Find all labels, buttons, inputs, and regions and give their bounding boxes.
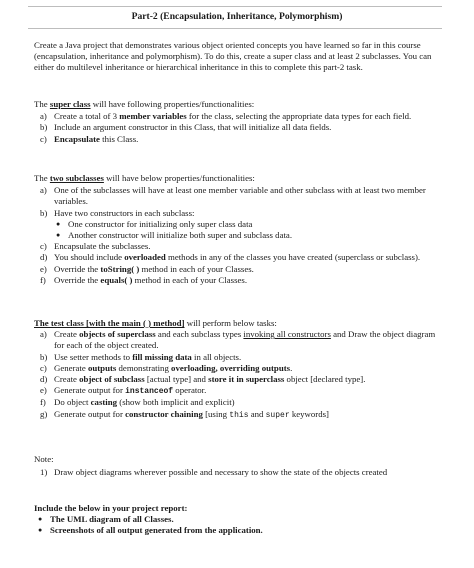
test-class-item-c: c) Generate outputs demonstrating overloading, overriding outputs. (40, 362, 293, 373)
constructor-bullet: ● Another constructor will initialize both super and subclass data. (56, 230, 293, 241)
title-rule (28, 28, 442, 29)
include-heading: Include the below in your project report: (34, 503, 188, 513)
test-class-section (34, 318, 444, 421)
test-class-item-g: g) Generate output for constructor chaining [using this and super keywords] (40, 408, 329, 420)
subclasses-item-a: a) One of the subclasses will have at least one member variable and other subclass with at least two member variables. (40, 185, 426, 207)
include-bullet: ● The UML diagram of all Classes. (38, 514, 174, 525)
constructor-bullet: ● One constructor for initializing only super class data (56, 218, 253, 229)
test-class-item-e: e) Generate output for instanceof operator. (40, 385, 207, 397)
test-class-item-f: f) Do object casting (show both implicit and explicit) (40, 397, 235, 408)
bullet-icon: ● (56, 231, 61, 240)
note-section (34, 454, 444, 478)
super-class-item-a: a) Create a total of 3 member variables for the class, selecting the appropriate data types for each field. (40, 111, 412, 122)
include-section (34, 503, 444, 537)
top-rule (28, 6, 442, 7)
note-item: 1) Draw object diagrams wherever possible and necessary to show the state of the objects created (40, 467, 388, 478)
super-class-section (34, 99, 444, 145)
super-class-heading: The super class will have following properties/functionalities: (34, 99, 255, 109)
subclasses-item-e: e) Override the toString( ) method in each of your Classes. (40, 263, 254, 274)
subclasses-section (34, 173, 444, 286)
test-class-item-d: d) Create object of subclass [actual type] and store it in superclass object [declared type]. (40, 374, 366, 385)
test-class-item-a: a) Create objects of superclass and each subclass types invoking all constructors and Draw the object diagram for each of the object created. (40, 329, 436, 351)
subclasses-heading: The two subclasses will have below properties/functionalities: (34, 173, 255, 183)
subclasses-item-f: f) Override the equals( ) method in each of your Classes. (40, 274, 248, 285)
include-bullet: ● Screenshots of all output generated from the application. (38, 525, 263, 536)
subclasses-item-b: b) Have two constructors in each subclass: (40, 207, 195, 218)
subclasses-heading-underlined: two subclasses (49, 173, 104, 183)
test-class-heading: The test class [with the main ( ) method] will perform below tasks: (34, 318, 277, 328)
subclasses-item-d: d) You should include overloaded methods in any of the classes you have created (superclass or subclass). (40, 252, 421, 263)
bullet-icon: ● (56, 219, 61, 228)
bullet-icon: ● (38, 526, 43, 535)
super-class-heading-underlined: super class (49, 99, 91, 109)
super-class-item-b: b) Include an argument constructor in this Class, that will initialize all data fields. (40, 122, 332, 133)
bullet-icon: ● (38, 515, 43, 524)
note-heading: Note: (34, 454, 54, 464)
test-class-heading-underlined: The test class [with the main ( ) method] (34, 318, 185, 328)
intro-paragraph: Create a Java project that demonstrates various object oriented concepts you have learned so far in this course (encapsulation, inheritance and polymorphism). To do this, create a super class and at least 2 subclasses. You can either do multilevel inheritance or hierarchical inheritance in this to complete this part-2 task. (34, 40, 432, 73)
subclasses-item-c: c) Encapsulate the subclasses. (40, 241, 151, 252)
page-title: Part-2 (Encapsulation, Inheritance, Polymorphism) (131, 11, 343, 22)
test-class-item-b: b) Use setter methods to fill missing data in all objects. (40, 351, 242, 362)
super-class-item-c: c) Encapsulate this Class. (40, 133, 139, 144)
intro-section (34, 40, 444, 74)
